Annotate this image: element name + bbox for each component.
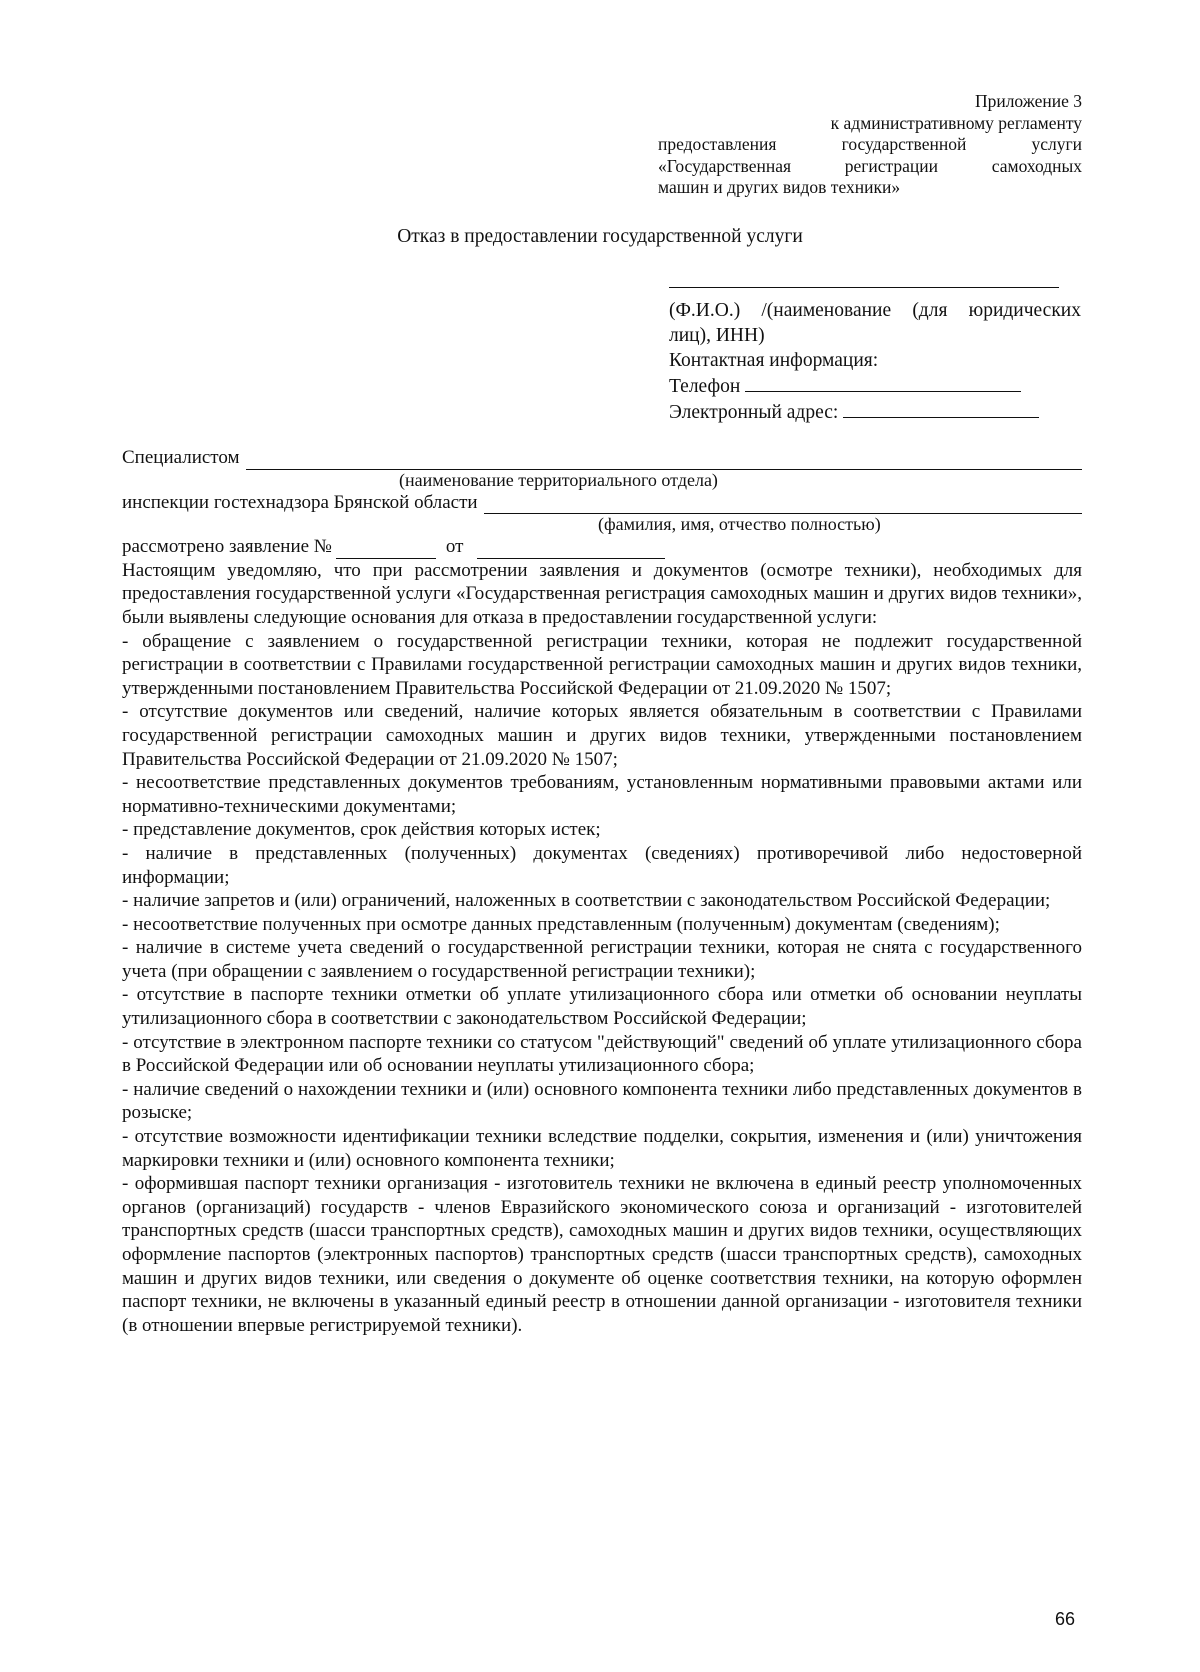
department-caption: (наименование территориального отдела) xyxy=(399,469,718,490)
ground-item: - несоответствие представленных документов требованиям, установленным нормативными правовыми актами или нормативно-техническими документами; xyxy=(122,772,1082,817)
phone-row xyxy=(669,373,1081,399)
recipient-inn-caption: лиц), ИНН) xyxy=(669,325,765,346)
recipient-name-line xyxy=(669,285,1059,288)
email-row xyxy=(669,399,1081,425)
ground-item: - несоответствие полученных при осмотре данных представленным (полученным) документам (сведениям); xyxy=(122,913,1000,935)
inspection-label: инспекции гостехнадзора Брянской области xyxy=(122,491,478,513)
application-label: рассмотрено заявление № xyxy=(122,536,332,558)
annex-ref: к административному регламенту xyxy=(830,112,1082,133)
inspection-row xyxy=(122,491,1082,515)
ground-item: - наличие в системе учета сведений о государственной регистрации техники, которая не снята с государственного учета (при обращении с заявлением о государственной регистрации техники); xyxy=(122,937,1082,982)
grounds-text xyxy=(122,559,1082,1338)
document-title: Отказ в предоставлении государственной услуги xyxy=(397,226,803,247)
application-date-blank xyxy=(477,540,665,559)
annex-service-name-end: машин и других видов техники» xyxy=(658,177,901,197)
specialist-label: Специалистом xyxy=(122,447,240,468)
application-row xyxy=(122,535,1082,559)
document-body xyxy=(122,446,1082,1337)
intro-paragraph: Настоящим уведомляю, что при рассмотрении заявления и документов (осмотре техники), необходимых для предоставления государственной услуги «Государственная регистрация самоходных машин и других видов техники», были выявлены следующие основания для отказа в предоставлении государственной услуги: xyxy=(122,559,1082,628)
ground-item: - представление документов, срок действия которых истек; xyxy=(122,819,601,841)
ground-item: - наличие сведений о нахождении техники и (или) основного компонента техники либо представленных документов в розыске; xyxy=(122,1078,1082,1124)
annex-service-line: предоставления государственной услуги xyxy=(658,134,1082,154)
email-label: Электронный адрес: xyxy=(669,402,839,423)
recipient-name-caption: (Ф.И.О.) /(наименование (для юридических xyxy=(669,300,1081,321)
specialist-row xyxy=(122,446,1082,470)
fullname-blank xyxy=(484,495,1082,514)
department-blank xyxy=(246,451,1082,470)
from-label: от xyxy=(445,536,464,558)
page-number: 66 xyxy=(1055,1609,1076,1629)
fullname-caption: (фамилия, имя, отчество полностью) xyxy=(598,514,881,535)
ground-item: - отсутствие в электронном паспорте техники со статусом "действующий" сведений об уплате утилизационного сбора в Российской Федерации или об основании неуплаты утилизационного сбора; xyxy=(122,1031,1082,1077)
ground-item: - отсутствие возможности идентификации техники вследствие подделки, сокрытия, изменения и (или) уничтожения маркировки техники и (или) основного компонента техники; xyxy=(122,1126,1082,1171)
ground-item: - отсутствие в паспорте техники отметки об уплате утилизационного сбора или отметки об основании неуплаты утилизационного сбора в соответствии с законодательством Российской Федерации; xyxy=(122,984,1082,1030)
ground-item: - обращение с заявлением о государственной регистрации техники, которая не подлежит государственной регистрации в соответствии с Правилами государственной регистрации самоходных машин и других видов техники, утвержденными постановлением Правительства Российской Федерации от 21.09.2020 № 1507; xyxy=(122,630,1082,699)
application-number-blank xyxy=(336,540,436,559)
annex-service-name: «Государственная регистрации самоходных xyxy=(658,155,1082,176)
ground-item: - отсутствие документов или сведений, наличие которых является обязательным в соответствии с Правилами государственной регистрации самоходных машин и других видов техники, утвержденными постановлением Правительства Российской Федерации от 21.09.2020 № 1507; xyxy=(122,701,1082,770)
annex-header xyxy=(658,91,1082,199)
phone-label: Телефон xyxy=(669,376,741,397)
ground-item: - наличие в представленных (полученных) документах (сведениях) противоречивой либо недостоверной информации; xyxy=(122,842,1082,888)
contact-label: Контактная информация: xyxy=(669,350,879,371)
recipient-block xyxy=(669,285,1081,425)
ground-item: - наличие запретов и (или) ограничений, наложенных в соответствии с законодательством Российской Федерации; xyxy=(122,890,1051,912)
phone-blank xyxy=(745,373,1021,392)
email-blank xyxy=(843,399,1039,418)
annex-number: Приложение 3 xyxy=(974,91,1082,111)
ground-item: - оформившая паспорт техники организация - изготовитель техники не включена в единый реестр уполномоченных органов (организаций) государств - членов Евразийского экономического союза и организаций - изготовителей транспортных средств (шасси транспортных средств), самоходных машин и других видов техники, осуществляющих оформление паспортов (электронных паспортов) транспортных средств (шасси транспортных средств), самоходных машин и других видов техники, или сведения о документе об оценке соответствия техники, на которую оформлен паспорт техники, не включены в указанный единый реестр в отношении данной организации - изготовителя техники (в отношении впервые регистрируемой техники). xyxy=(122,1173,1082,1336)
